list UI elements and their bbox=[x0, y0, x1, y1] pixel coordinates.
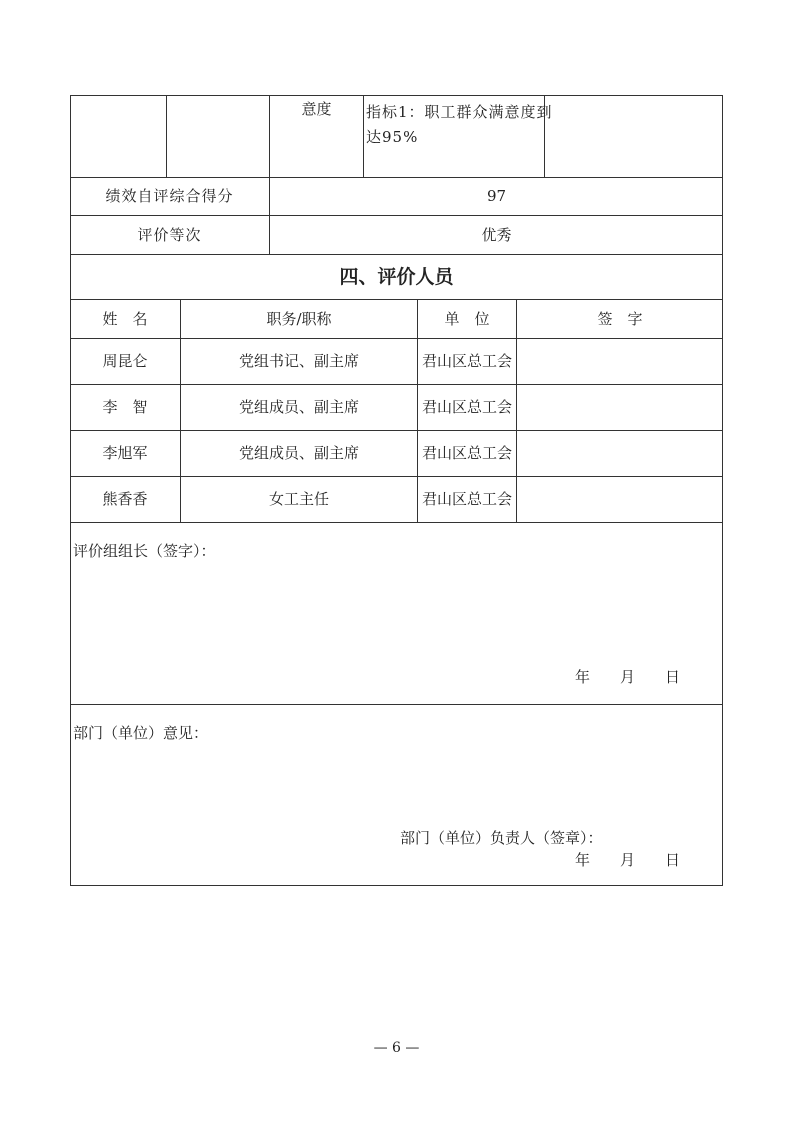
header-sign: 签 字 bbox=[597, 310, 643, 328]
row-divider bbox=[70, 384, 723, 385]
row-divider bbox=[70, 704, 723, 705]
row-divider bbox=[70, 430, 723, 431]
section-title: 四、评价人员 bbox=[339, 266, 454, 288]
row-divider bbox=[70, 338, 723, 339]
person-title: 女工主任 bbox=[268, 490, 329, 508]
person-name: 李 智 bbox=[102, 398, 148, 416]
leader-signature-label: 评价组组长（签字）： bbox=[73, 542, 216, 560]
person-unit: 君山区总工会 bbox=[421, 490, 512, 508]
grade-value: 优秀 bbox=[481, 226, 512, 244]
person-title: 党组书记、副主席 bbox=[238, 352, 359, 370]
indicator-category: 意度 bbox=[301, 100, 332, 118]
score-label: 绩效自评综合得分 bbox=[105, 187, 234, 205]
row-divider bbox=[70, 254, 723, 255]
score-value: 97 bbox=[486, 187, 507, 205]
header-title: 职务/职称 bbox=[266, 310, 332, 328]
header-unit: 单 位 bbox=[444, 310, 490, 328]
dept-responsible-label: 部门（单位）负责人（签章）： bbox=[400, 829, 603, 847]
leader-date: 年 月 日 bbox=[575, 668, 681, 686]
row-divider bbox=[70, 522, 723, 523]
dept-opinion-label: 部门（单位）意见： bbox=[73, 724, 209, 742]
person-unit: 君山区总工会 bbox=[421, 352, 512, 370]
row-divider bbox=[70, 299, 723, 300]
col-divider bbox=[166, 95, 167, 177]
grade-label: 评价等次 bbox=[137, 226, 202, 244]
page-number: — 6 — bbox=[373, 1040, 420, 1056]
col-divider bbox=[363, 95, 364, 177]
person-name: 周昆仑 bbox=[102, 352, 148, 370]
person-unit: 君山区总工会 bbox=[421, 398, 512, 416]
indicator-text-line1: 指标1：职工群众满意度到 bbox=[366, 103, 553, 121]
col-divider bbox=[516, 299, 517, 522]
header-name: 姓 名 bbox=[102, 310, 148, 328]
row-divider bbox=[70, 476, 723, 477]
dept-date: 年 月 日 bbox=[575, 851, 681, 869]
row-divider bbox=[70, 177, 723, 178]
person-name: 熊香香 bbox=[102, 490, 148, 508]
indicator-text-line2: 达95% bbox=[366, 128, 419, 146]
person-title: 党组成员、副主席 bbox=[238, 398, 359, 416]
row-divider bbox=[70, 215, 723, 216]
person-title: 党组成员、副主席 bbox=[238, 444, 359, 462]
person-unit: 君山区总工会 bbox=[421, 444, 512, 462]
person-name: 李旭军 bbox=[102, 444, 148, 462]
